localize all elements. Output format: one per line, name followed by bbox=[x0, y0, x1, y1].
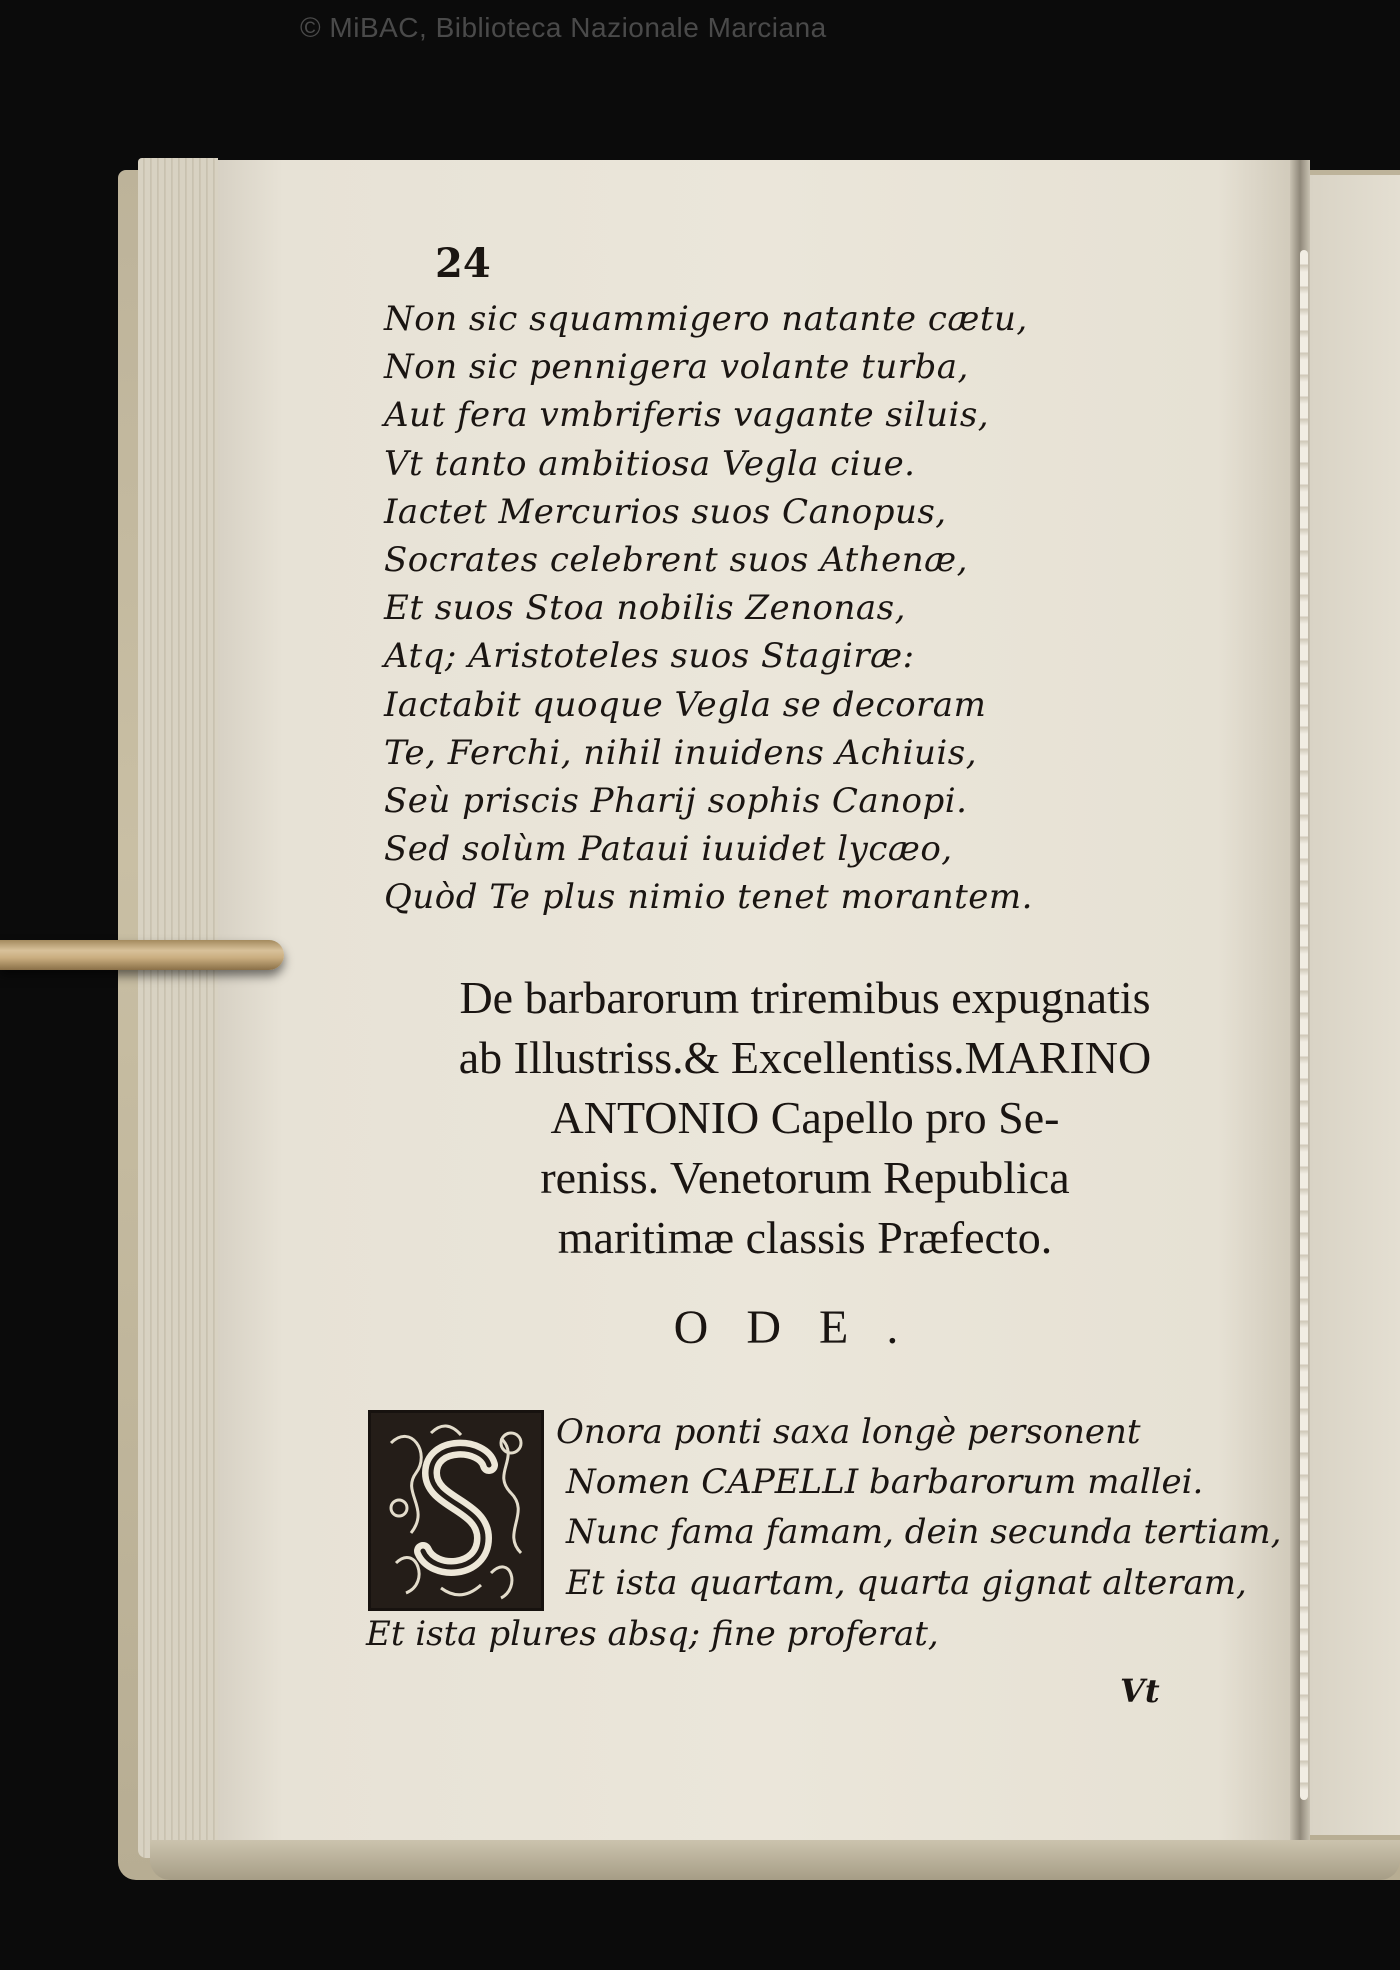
ode-line: Onora ponti saxa longè personent bbox=[556, 1412, 1141, 1452]
poem-line: Aut fera vmbriferis vagante siluis, bbox=[384, 395, 990, 436]
ode-line: Et ista quartam, quarta gignat alteram, bbox=[566, 1563, 1247, 1603]
ode-line: Nomen CAPELLI barbarorum mallei. bbox=[566, 1462, 1204, 1502]
heading-line: maritimæ classis Præfecto. bbox=[557, 1212, 1053, 1263]
poem-text bbox=[384, 295, 1284, 921]
poem-line: Sed solùm Pataui iuuidet lycæo, bbox=[384, 829, 953, 870]
poem-line: Non sic pennigera volante turba, bbox=[384, 347, 969, 388]
poem-line: Non sic squammigero natante cætu, bbox=[384, 299, 1028, 339]
poem-line: Iactet Mercurios suos Canopus, bbox=[384, 491, 947, 532]
poem-line: Vt tanto ambitiosa Vegla ciue. bbox=[384, 443, 916, 484]
section-heading bbox=[360, 968, 1250, 1268]
poem-line: Quòd Te plus nimio tenet morantem. bbox=[384, 877, 1033, 918]
catchword: Vt bbox=[1120, 1672, 1160, 1710]
heading-line: ab Illustriss.& Excellentiss.MARINO bbox=[458, 1032, 1152, 1083]
decorated-initial-s-icon bbox=[368, 1410, 544, 1611]
poem-line: Atq; Aristoteles suos Stagiræ: bbox=[384, 636, 915, 677]
page-edges bbox=[138, 158, 218, 1858]
poem-line: Seù priscis Pharij sophis Canopi. bbox=[384, 780, 968, 821]
ode-title: ODE. bbox=[673, 1301, 937, 1354]
heading-line: ANTONIO Capello pro Se- bbox=[550, 1092, 1060, 1143]
ode-line: Et ista plures absq; fine proferat, bbox=[366, 1614, 939, 1654]
ode-line: Nunc fama famam, dein secunda tertiam, bbox=[566, 1512, 1282, 1552]
heading-line: reniss. Venetorum Republica bbox=[540, 1152, 1070, 1203]
poem-line: Te, Ferchi, nihil inuidens Achiuis, bbox=[384, 732, 978, 773]
pointer-stick bbox=[0, 940, 284, 970]
poem-line: Et suos Stoa nobilis Zenonas, bbox=[384, 588, 906, 629]
facing-page bbox=[1310, 175, 1400, 1835]
cover-bottom-edge bbox=[150, 1840, 1400, 1880]
binding-thread bbox=[1300, 250, 1308, 1800]
poem-line: Socrates celebrent suos Athenæ, bbox=[384, 539, 968, 580]
page-number: 24 bbox=[435, 240, 491, 287]
copyright-watermark: © MiBAC, Biblioteca Nazionale Marciana bbox=[300, 12, 827, 43]
poem-line: Iactabit quoque Vegla se decoram bbox=[384, 684, 987, 725]
heading-line: De barbarorum triremibus expugnatis bbox=[459, 972, 1151, 1023]
